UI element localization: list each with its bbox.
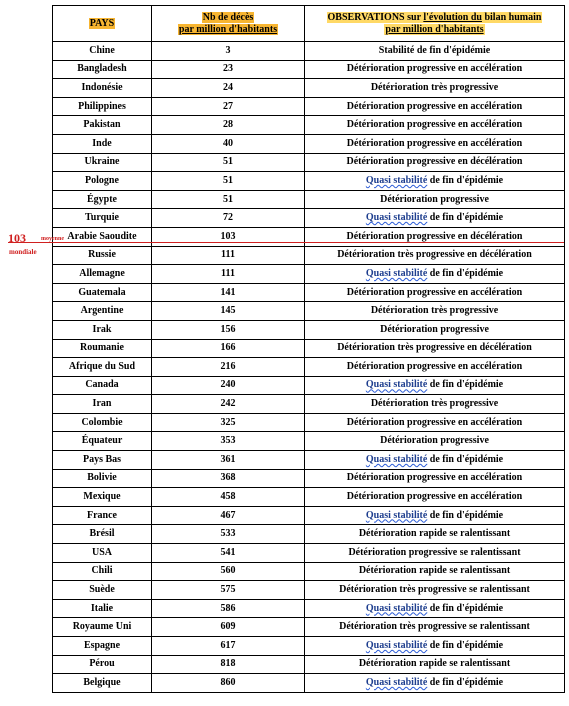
deaths-cell: 609	[152, 618, 305, 637]
country-cell: Argentine	[53, 302, 152, 321]
deaths-cell: 560	[152, 562, 305, 581]
country-cell: Russie	[53, 246, 152, 265]
deaths-cell: 3	[152, 42, 305, 61]
observation-cell	[305, 376, 565, 395]
header-obs-line2: par million d'habitants	[385, 23, 484, 35]
table-row	[53, 469, 565, 488]
deaths-cell: 111	[152, 246, 305, 265]
deaths-cell: 40	[152, 134, 305, 153]
country-cell: Pérou	[53, 655, 152, 674]
deaths-cell: 353	[152, 432, 305, 451]
table-row	[53, 506, 565, 525]
country-cell: Mexique	[53, 488, 152, 507]
table-row	[53, 79, 565, 98]
table-row	[53, 172, 565, 191]
deaths-cell: 860	[152, 674, 305, 693]
observation-cell	[305, 637, 565, 656]
deaths-cell: 51	[152, 190, 305, 209]
table-row	[53, 283, 565, 302]
world-average-label-mondiale: mondiale	[9, 248, 37, 256]
country-cell: Bangladesh	[53, 60, 152, 79]
country-cell: Pays Bas	[53, 451, 152, 470]
quasi-stabilite-text: Quasi stabilité	[365, 174, 428, 186]
quasi-rest-text: de fin d'épidémie	[427, 267, 504, 279]
country-cell: Belgique	[53, 674, 152, 693]
country-cell: Équateur	[53, 432, 152, 451]
table-row	[53, 451, 565, 470]
country-cell: Canada	[53, 376, 152, 395]
deaths-cell: 103	[152, 227, 305, 246]
country-cell: Brésil	[53, 525, 152, 544]
table-row	[53, 339, 565, 358]
quasi-stabilite-text: Quasi stabilité	[365, 602, 428, 614]
observation-cell: Détérioration progressive en accélération	[305, 488, 565, 507]
world-average-value: 103	[8, 231, 26, 245]
table-row	[53, 618, 565, 637]
table-row	[53, 637, 565, 656]
deaths-cell: 541	[152, 544, 305, 563]
deaths-cell: 23	[152, 60, 305, 79]
deaths-cell: 166	[152, 339, 305, 358]
deaths-cell: 27	[152, 97, 305, 116]
table-row	[53, 302, 565, 321]
observation-cell: Détérioration progressive	[305, 190, 565, 209]
deaths-cell: 51	[152, 172, 305, 191]
deaths-cell: 111	[152, 265, 305, 284]
deaths-cell: 533	[152, 525, 305, 544]
country-cell: Iran	[53, 395, 152, 414]
header-observations	[305, 6, 565, 42]
quasi-stabilite-text: Quasi stabilité	[365, 453, 428, 465]
table-row	[53, 209, 565, 228]
country-cell: Égypte	[53, 190, 152, 209]
quasi-rest-text: de fin d'épidémie	[427, 509, 504, 521]
country-cell: Chine	[53, 42, 152, 61]
quasi-rest-text: de fin d'épidémie	[427, 639, 504, 651]
table-row	[53, 488, 565, 507]
observation-cell	[305, 265, 565, 284]
quasi-stabilite-text: Quasi stabilité	[365, 212, 428, 224]
observation-cell: Détérioration très progressive en décélération	[305, 246, 565, 265]
table-row	[53, 432, 565, 451]
observation-cell: Détérioration progressive en accélération	[305, 134, 565, 153]
world-average-label-moyenne: moyenne	[41, 236, 64, 242]
quasi-rest-text: de fin d'épidémie	[427, 212, 504, 224]
header-obs-suffix: bilan humain	[481, 11, 542, 23]
quasi-stabilite-text: Quasi stabilité	[365, 639, 428, 651]
deaths-cell: 156	[152, 320, 305, 339]
header-obs-link: l'évolution du	[423, 11, 482, 23]
observation-cell	[305, 172, 565, 191]
observation-cell: Détérioration très progressive	[305, 79, 565, 98]
table-row	[53, 395, 565, 414]
table-row	[53, 265, 565, 284]
observation-cell: Détérioration progressive en accélération	[305, 97, 565, 116]
deaths-cell: 240	[152, 376, 305, 395]
observation-cell: Détérioration très progressive se ralentissant	[305, 618, 565, 637]
deaths-cell: 141	[152, 283, 305, 302]
table-body	[53, 42, 565, 693]
table-row	[53, 358, 565, 377]
observation-cell: Détérioration très progressive	[305, 302, 565, 321]
observation-cell	[305, 674, 565, 693]
deaths-cell: 51	[152, 153, 305, 172]
country-cell: Pakistan	[53, 116, 152, 135]
observation-cell	[305, 599, 565, 618]
deaths-cell: 325	[152, 413, 305, 432]
country-cell: Guatemala	[53, 283, 152, 302]
quasi-rest-text: de fin d'épidémie	[427, 174, 504, 186]
header-obs-prefix: OBSERVATIONS sur	[327, 11, 424, 23]
table-row	[53, 227, 565, 246]
table-row	[53, 655, 565, 674]
table-row	[53, 525, 565, 544]
quasi-rest-text: de fin d'épidémie	[427, 676, 504, 688]
deaths-cell: 575	[152, 581, 305, 600]
country-cell: Royaume Uni	[53, 618, 152, 637]
observation-cell: Détérioration progressive	[305, 432, 565, 451]
deaths-cell: 216	[152, 358, 305, 377]
observation-cell: Détérioration progressive en décélération	[305, 227, 565, 246]
deaths-cell: 617	[152, 637, 305, 656]
header-deaths-line1: Nb de décès	[202, 11, 254, 23]
table-row	[53, 246, 565, 265]
deaths-cell: 818	[152, 655, 305, 674]
header-deaths-line2: par million d'habitants	[178, 23, 278, 35]
observation-cell	[305, 451, 565, 470]
deaths-cell: 72	[152, 209, 305, 228]
observation-cell: Stabilité de fin d'épidémie	[305, 42, 565, 61]
table-row	[53, 320, 565, 339]
quasi-stabilite-text: Quasi stabilité	[365, 267, 428, 279]
deaths-cell: 28	[152, 116, 305, 135]
observation-cell: Détérioration progressive en accélération	[305, 283, 565, 302]
table-row	[53, 581, 565, 600]
observation-cell: Détérioration progressive en décélération	[305, 153, 565, 172]
observation-cell: Détérioration très progressive	[305, 395, 565, 414]
observation-cell: Détérioration très progressive en décélération	[305, 339, 565, 358]
observation-cell: Détérioration progressive en accélération	[305, 60, 565, 79]
table-row	[53, 97, 565, 116]
country-cell: Afrique du Sud	[53, 358, 152, 377]
header-pays-label: PAYS	[89, 17, 115, 29]
table-row	[53, 674, 565, 693]
deaths-cell: 458	[152, 488, 305, 507]
table-row	[53, 153, 565, 172]
observation-cell: Détérioration rapide se ralentissant	[305, 562, 565, 581]
country-cell: Ukraine	[53, 153, 152, 172]
country-cell: Inde	[53, 134, 152, 153]
observation-cell: Détérioration progressive en accélération	[305, 469, 565, 488]
table-row	[53, 116, 565, 135]
observation-cell: Détérioration progressive en accélération	[305, 413, 565, 432]
table-row	[53, 42, 565, 61]
country-cell: Roumanie	[53, 339, 152, 358]
quasi-stabilite-text: Quasi stabilité	[365, 379, 428, 391]
observation-cell	[305, 506, 565, 525]
observation-cell: Détérioration rapide se ralentissant	[305, 655, 565, 674]
country-cell: Turquie	[53, 209, 152, 228]
country-cell: USA	[53, 544, 152, 563]
country-cell: Chili	[53, 562, 152, 581]
quasi-rest-text: de fin d'épidémie	[427, 602, 504, 614]
quasi-rest-text: de fin d'épidémie	[427, 379, 504, 391]
deaths-cell: 242	[152, 395, 305, 414]
country-cell: Bolivie	[53, 469, 152, 488]
table-row	[53, 562, 565, 581]
quasi-stabilite-text: Quasi stabilité	[365, 509, 428, 521]
header-deaths	[152, 6, 305, 42]
observation-cell: Détérioration progressive	[305, 320, 565, 339]
country-cell: Pologne	[53, 172, 152, 191]
observation-cell: Détérioration très progressive se ralentissant	[305, 581, 565, 600]
observation-cell: Détérioration rapide se ralentissant	[305, 525, 565, 544]
deaths-cell: 467	[152, 506, 305, 525]
world-average-line	[8, 242, 564, 243]
deaths-cell: 361	[152, 451, 305, 470]
table-row	[53, 413, 565, 432]
observation-cell: Détérioration progressive se ralentissant	[305, 544, 565, 563]
table-row	[53, 190, 565, 209]
observation-cell	[305, 209, 565, 228]
country-cell: Colombie	[53, 413, 152, 432]
deaths-cell: 24	[152, 79, 305, 98]
table-row	[53, 134, 565, 153]
country-cell: Italie	[53, 599, 152, 618]
table-row	[53, 376, 565, 395]
table-header-row	[53, 6, 565, 42]
deaths-cell: 368	[152, 469, 305, 488]
country-cell: Irak	[53, 320, 152, 339]
observation-cell: Détérioration progressive en accélération	[305, 358, 565, 377]
country-cell: Arabie Saoudite	[53, 227, 152, 246]
country-cell: Philippines	[53, 97, 152, 116]
header-pays	[53, 6, 152, 42]
observation-cell: Détérioration progressive en accélération	[305, 116, 565, 135]
deaths-cell: 586	[152, 599, 305, 618]
deaths-cell: 145	[152, 302, 305, 321]
quasi-rest-text: de fin d'épidémie	[427, 453, 504, 465]
table-row	[53, 544, 565, 563]
country-cell: Espagne	[53, 637, 152, 656]
deaths-table	[52, 5, 565, 693]
quasi-stabilite-text: Quasi stabilité	[365, 676, 428, 688]
table-row	[53, 599, 565, 618]
country-cell: France	[53, 506, 152, 525]
table-row	[53, 60, 565, 79]
country-cell: Indonésie	[53, 79, 152, 98]
country-cell: Allemagne	[53, 265, 152, 284]
country-cell: Suède	[53, 581, 152, 600]
